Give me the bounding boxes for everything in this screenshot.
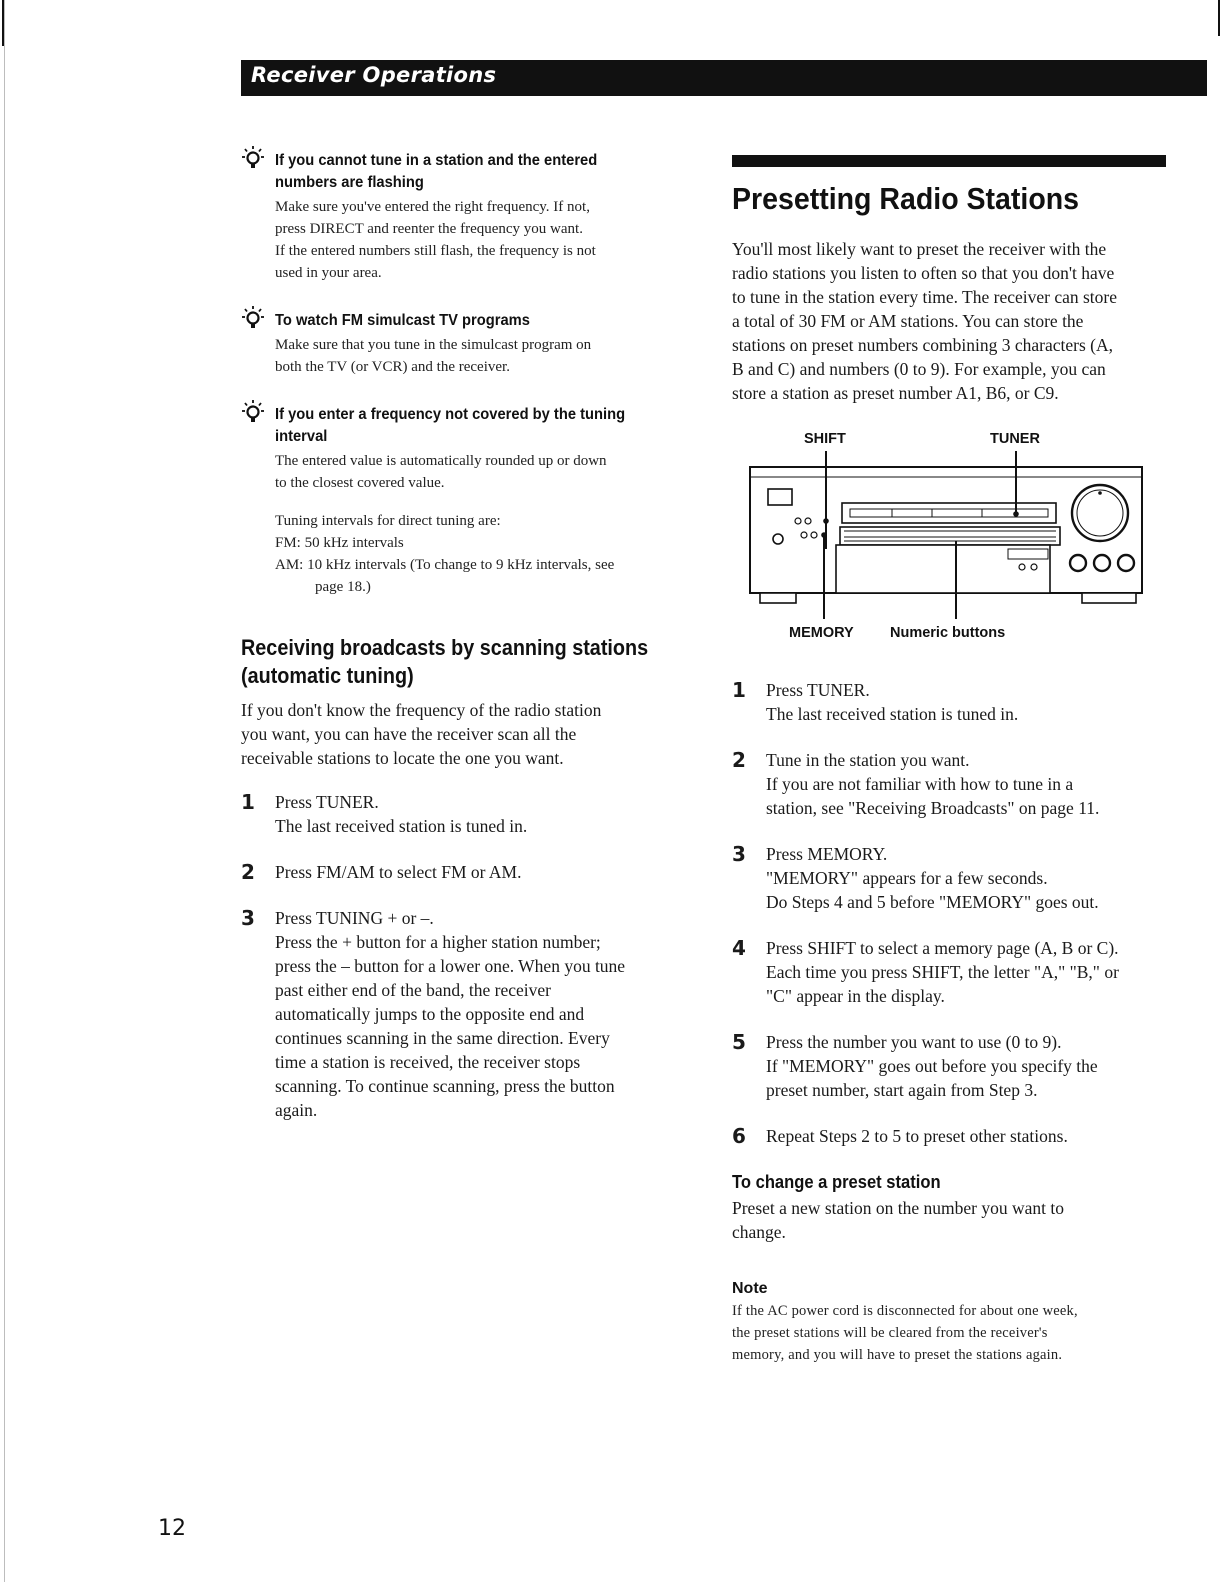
step-line: Press TUNER. <box>766 680 870 700</box>
step-line: station, see "Receiving Broadcasts" on page 11. <box>766 798 1100 818</box>
step-line: Each time you press SHIFT, the letter "A," "B," or <box>766 962 1119 982</box>
tip-line: The entered value is automatically rounded up or down <box>275 453 607 469</box>
page-edge-mark-right <box>1218 0 1220 36</box>
step-number: 6 <box>732 1124 746 1148</box>
tip-body <box>275 450 691 494</box>
section-banner <box>241 60 1207 96</box>
tip-heading: If you enter a frequency not covered by the tuning interval <box>275 406 626 445</box>
change-preset-title: To change a preset station <box>732 1172 941 1192</box>
scan-title-line: Receiving broadcasts by scanning stations <box>241 635 649 660</box>
step-item <box>732 842 1172 914</box>
step-line: If you are not familiar with how to tune in a <box>766 774 1074 794</box>
step-line: preset number, start again from Step 3. <box>766 1080 1038 1100</box>
intervals-intro: Tuning intervals for direct tuning are: <box>275 513 501 529</box>
tip-heading: If you cannot tune in a station and the entered numbers are flashing <box>275 152 598 191</box>
label-shift: SHIFT <box>804 431 846 447</box>
step-item <box>732 1030 1172 1102</box>
scan-intro-line: receivable stations to locate the one you want. <box>241 748 564 768</box>
tip-line: Make sure you've entered the right frequency. If not, <box>275 199 590 215</box>
tip-line: to the closest covered value. <box>275 475 445 491</box>
intro-line: stations on preset numbers combining 3 characters (A, <box>732 335 1114 355</box>
step-number: 5 <box>732 1030 746 1054</box>
tip-block <box>241 310 691 378</box>
scan-section-title <box>241 634 682 690</box>
scan-title-line: (automatic tuning) <box>241 663 414 688</box>
step-line: The last received station is tuned in. <box>275 816 528 836</box>
step-item <box>732 936 1172 1008</box>
tip-block <box>241 404 691 494</box>
step-line: Press TUNING + or –. <box>275 908 434 928</box>
step-line: Press the + button for a higher station number; <box>275 932 601 952</box>
step-item <box>732 678 1172 726</box>
step-line: If "MEMORY" goes out before you specify the <box>766 1056 1098 1076</box>
intro-line: radio stations you listen to often so that you don't have <box>732 263 1115 283</box>
intervals-fm: FM: 50 kHz intervals <box>275 535 404 551</box>
scan-steps <box>241 790 691 1122</box>
step-line: "C" appear in the display. <box>766 986 945 1006</box>
tuning-intervals <box>275 510 691 598</box>
step-line: continues scanning in the same direction. Every <box>275 1028 610 1048</box>
step-line: Press TUNER. <box>275 792 379 812</box>
note-body <box>732 1300 1172 1366</box>
tip-line: both the TV (or VCR) and the receiver. <box>275 359 510 375</box>
left-column <box>241 150 691 1144</box>
step-line: press the – button for a lower one. When you tune <box>275 956 626 976</box>
step-number: 1 <box>241 790 255 814</box>
step-line: again. <box>275 1100 318 1120</box>
intervals-am: AM: 10 kHz intervals (To change to 9 kHz intervals, see <box>275 557 615 573</box>
step-line: Repeat Steps 2 to 5 to preset other stations. <box>766 1126 1068 1146</box>
lightbulb-icon <box>241 304 265 334</box>
step-number: 2 <box>732 748 746 772</box>
step-number: 3 <box>241 906 255 930</box>
change-preset-body <box>732 1196 1172 1244</box>
note-title: Note <box>732 1280 768 1297</box>
tip-heading: To watch FM simulcast TV programs <box>275 312 530 329</box>
scan-intro <box>241 698 691 770</box>
step-line: Tune in the station you want. <box>766 750 970 770</box>
step-line: automatically jumps to the opposite end and <box>275 1004 585 1024</box>
intro-line: You'll most likely want to preset the receiver with the <box>732 239 1107 259</box>
note-line: memory, and you will have to preset the stations again. <box>732 1347 1063 1363</box>
change-line: Preset a new station on the number you want to <box>732 1198 1064 1218</box>
tip-body <box>275 196 691 284</box>
lightbulb-icon <box>241 144 265 174</box>
intro-line: a total of 30 FM or AM stations. You can store the <box>732 311 1084 331</box>
preset-steps <box>732 678 1172 1148</box>
scan-intro-line: you want, you can have the receiver scan all the <box>241 724 577 744</box>
label-memory: MEMORY <box>789 625 854 641</box>
receiver-front-panel <box>732 431 1172 656</box>
lightbulb-icon <box>241 398 265 428</box>
step-line: Press the number you want to use (0 to 9). <box>766 1032 1062 1052</box>
step-item <box>241 860 691 884</box>
main-title: Presetting Radio Stations <box>732 181 1080 216</box>
tip-line: Make sure that you tune in the simulcast program on <box>275 337 592 353</box>
step-number: 1 <box>732 678 746 702</box>
step-line: Press FM/AM to select FM or AM. <box>275 862 522 882</box>
tip-line: used in your area. <box>275 265 382 281</box>
step-number: 3 <box>732 842 746 866</box>
scan-intro-line: If you don't know the frequency of the radio station <box>241 700 602 720</box>
step-item <box>241 906 691 1122</box>
label-tuner: TUNER <box>990 431 1040 447</box>
title-rule <box>732 155 1166 167</box>
note-line: the preset stations will be cleared from the receiver's <box>732 1325 1048 1341</box>
preset-intro <box>732 237 1172 405</box>
page-edge-mark <box>2 0 4 46</box>
tip-block <box>241 150 691 284</box>
page-edge-line <box>4 0 5 1582</box>
section-title: Receiver Operations <box>251 63 497 87</box>
tip-line: If the entered numbers still flash, the frequency is not <box>275 243 596 259</box>
note-line: If the AC power cord is disconnected for about one week, <box>732 1303 1078 1319</box>
step-number: 2 <box>241 860 255 884</box>
intervals-am-cont: page 18.) <box>315 579 371 595</box>
step-line: Press MEMORY. <box>766 844 888 864</box>
step-line: Do Steps 4 and 5 before "MEMORY" goes out. <box>766 892 1099 912</box>
step-line: Press SHIFT to select a memory page (A, B or C). <box>766 938 1119 958</box>
change-line: change. <box>732 1222 786 1242</box>
step-line: scanning. To continue scanning, press the button <box>275 1076 615 1096</box>
receiver-diagram <box>732 431 1172 656</box>
step-item <box>732 748 1172 820</box>
step-number: 4 <box>732 936 746 960</box>
step-item <box>241 790 691 838</box>
step-item <box>732 1124 1172 1148</box>
step-line: past either end of the band, the receiver <box>275 980 551 1000</box>
intro-line: store a station as preset number A1, B6, or C9. <box>732 383 1059 403</box>
step-line: time a station is received, the receiver stops <box>275 1052 581 1072</box>
step-line: The last received station is tuned in. <box>766 704 1019 724</box>
step-line: "MEMORY" appears for a few seconds. <box>766 868 1048 888</box>
right-column <box>732 155 1172 1366</box>
page-number: 12 <box>158 1516 186 1541</box>
tip-body <box>275 334 691 378</box>
intro-line: B and C) and numbers (0 to 9). For example, you can <box>732 359 1106 379</box>
intro-line: to tune in the station every time. The receiver can store <box>732 287 1118 307</box>
tip-line: press DIRECT and reenter the frequency you want. <box>275 221 583 237</box>
label-numeric-buttons: Numeric buttons <box>890 625 1006 641</box>
